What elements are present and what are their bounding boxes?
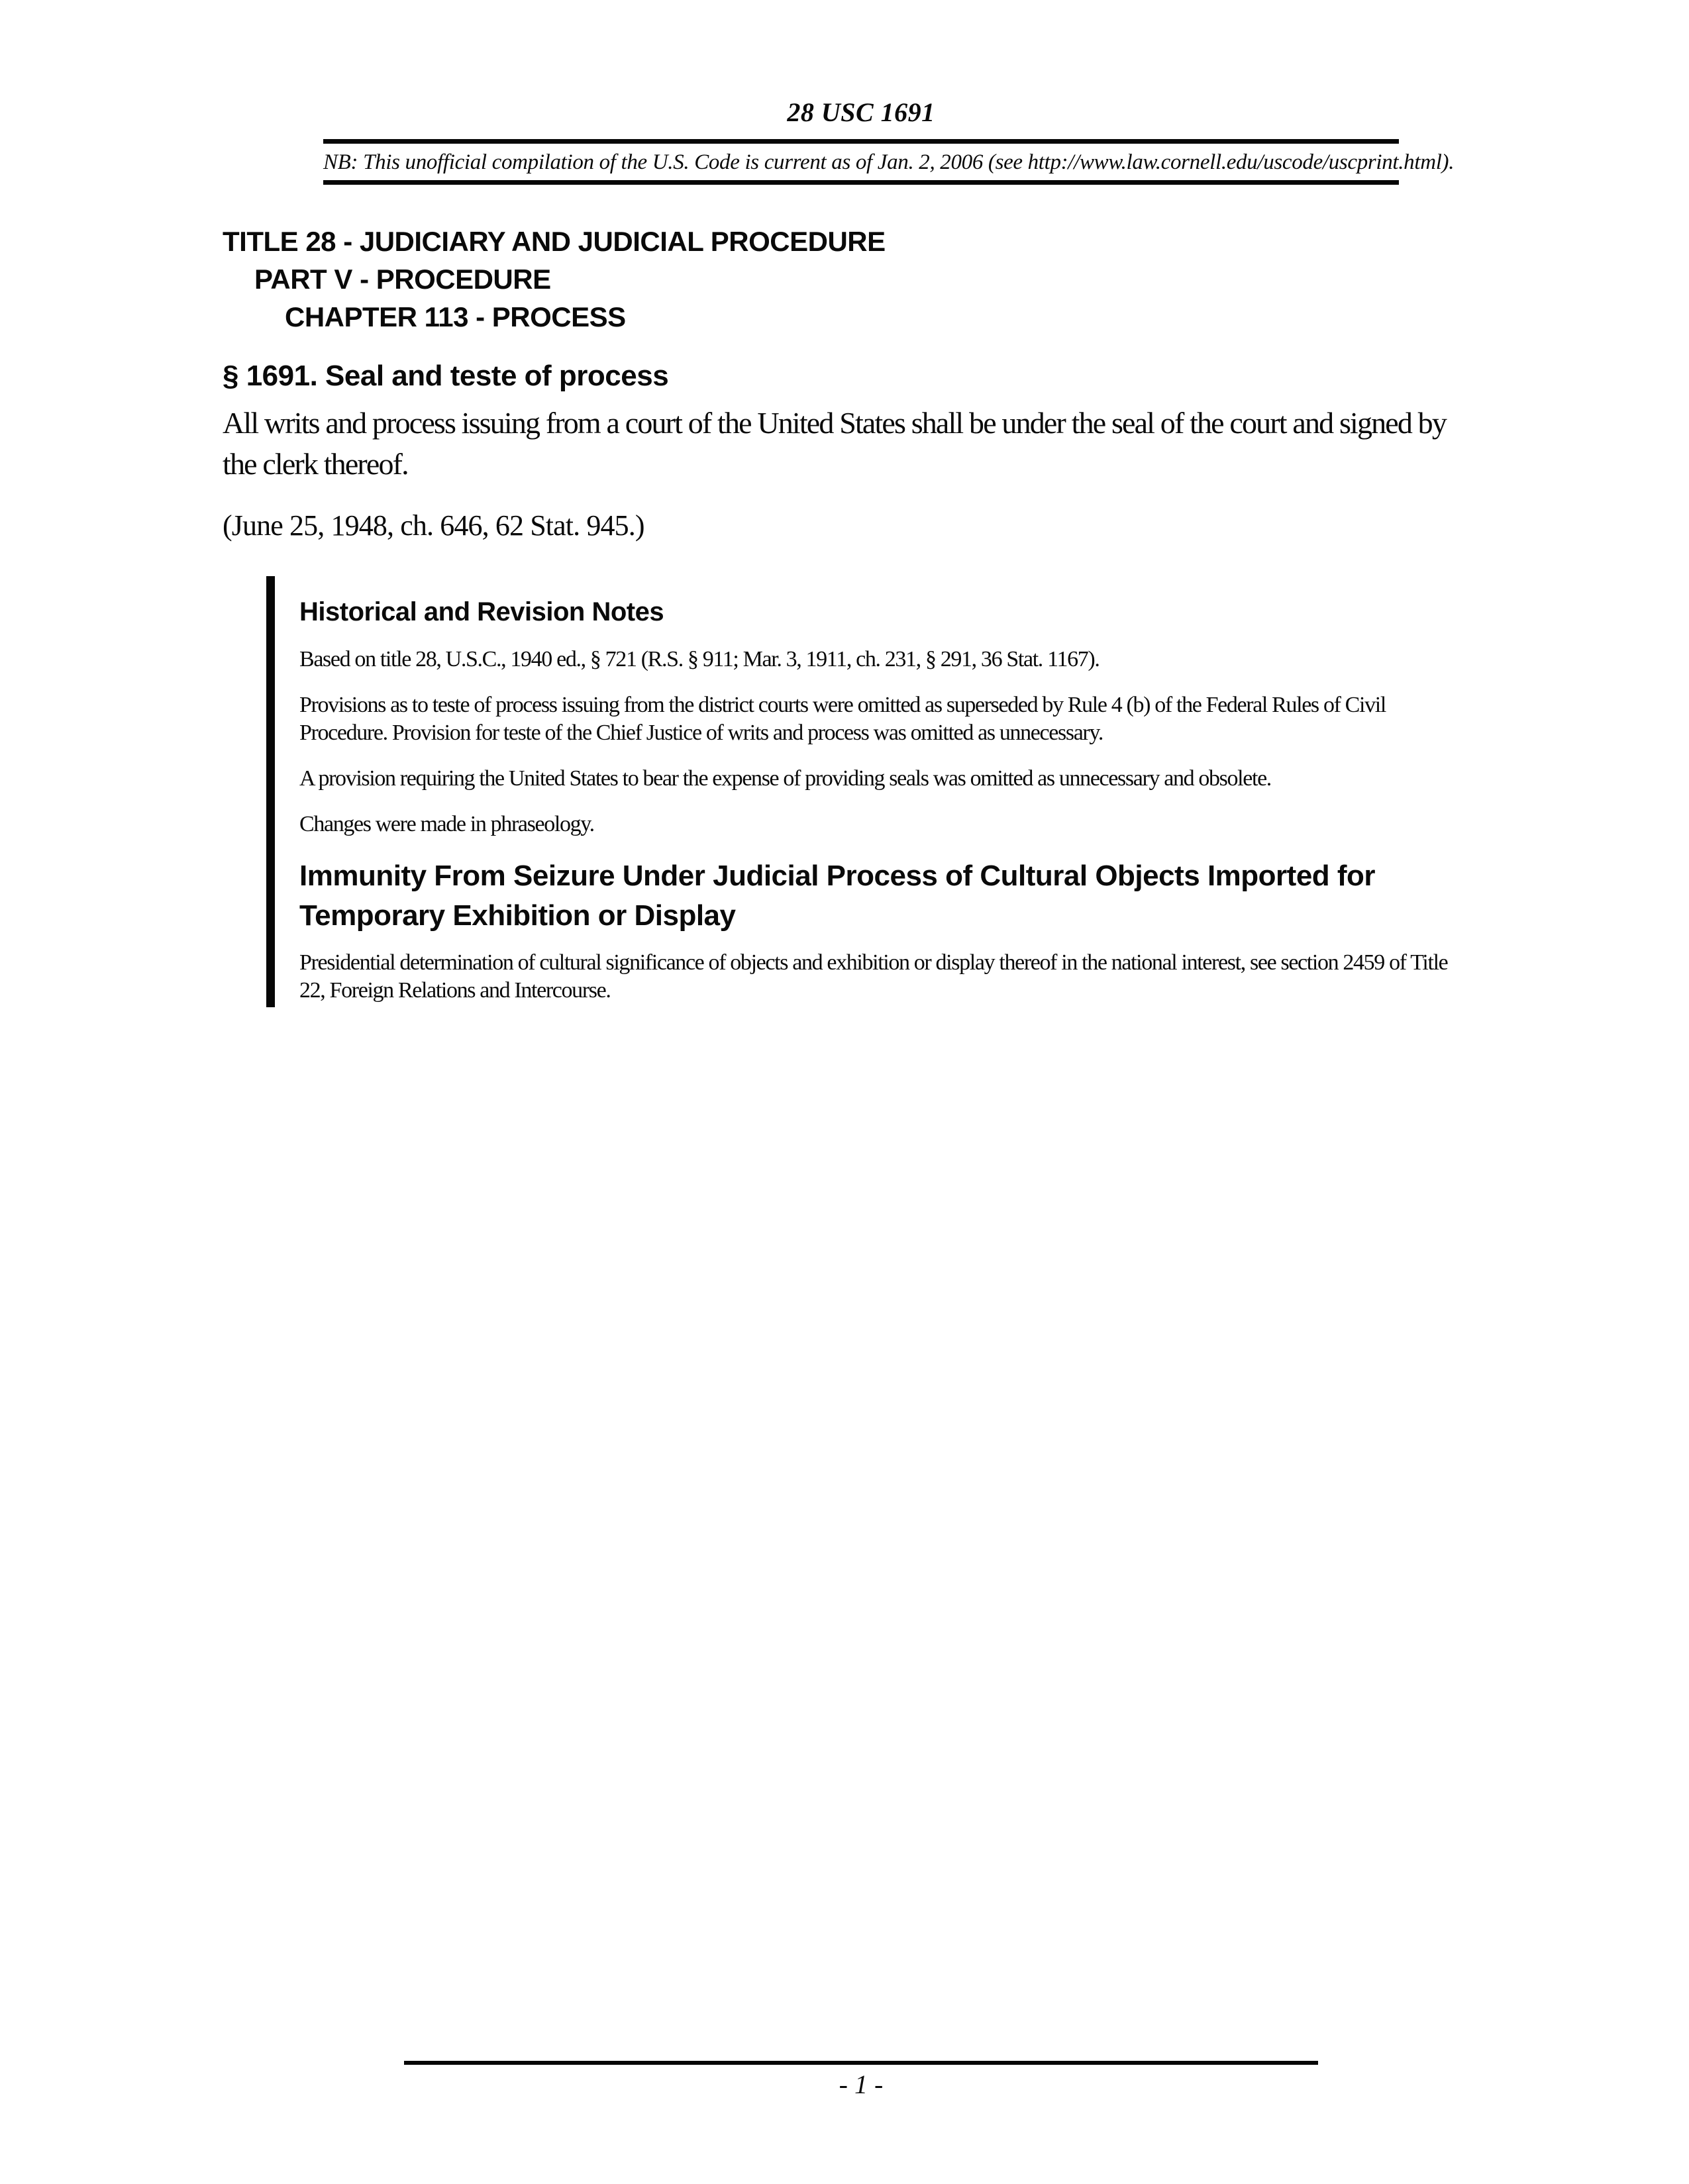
chapter-line: CHAPTER 113 - PROCESS [285,301,626,332]
statute-body-text: All writs and process issuing from a court of the United States shall be under the seal of the court and signed by the clerk thereof. [223,406,1446,481]
footer-rule [404,2061,1318,2065]
statute-credit: (June 25, 1948, ch. 646, 62 Stat. 945.) [223,509,644,542]
note-paragraph-provisions: Provisions as to teste of process issuing from the district courts were omitted as superseded by Rule 4 (b) of the Federal Rules of Civil Procedure. Provision for teste of the Chief Justice of writs and process was omitted as unnecessary. [299,693,1386,745]
note-paragraph-changes: Changes were made in phraseology. [299,812,594,836]
notes-block [266,576,1465,1007]
historical-notes-heading: Historical and Revision Notes [299,597,664,626]
section-heading: § 1691. Seal and teste of process [223,360,669,392]
header-rule-top [323,139,1399,144]
header-rule-bottom [323,180,1399,185]
note-paragraph-based-on: Based on title 28, U.S.C., 1940 ed., § 721 (R.S. § 911; Mar. 3, 1911, ch. 231, § 291, 36 Stat. 1167). [299,647,1100,671]
note-paragraph-seals: A provision requiring the United States to bear the expense of providing seals was omitted as unnecessary and obsolete. [299,766,1271,791]
immunity-note-text: Presidential determination of cultural significance of objects and exhibition or display thereof in the national interest, see section 2459 of Title 22, Foreign Relations and Intercourse. [299,950,1448,1003]
title-block [223,223,886,336]
compilation-note: NB: This unofficial compilation of the U.S. Code is current as of Jan. 2, 2006 (see http://www.law.cornell.edu/uscode/uscprint.html). [323,150,1455,174]
page-header [323,97,1455,185]
part-line: PART V - PROCEDURE [254,264,551,295]
page-number: - 1 - [839,2069,884,2099]
title-line: TITLE 28 - JUDICIARY AND JUDICIAL PROCEDURE [223,226,886,257]
document-reference-title: 28 USC 1691 [787,97,935,127]
immunity-heading: Immunity From Seizure Under Judicial Process of Cultural Objects Imported for Temporary Exhibition or Display [299,860,1376,932]
